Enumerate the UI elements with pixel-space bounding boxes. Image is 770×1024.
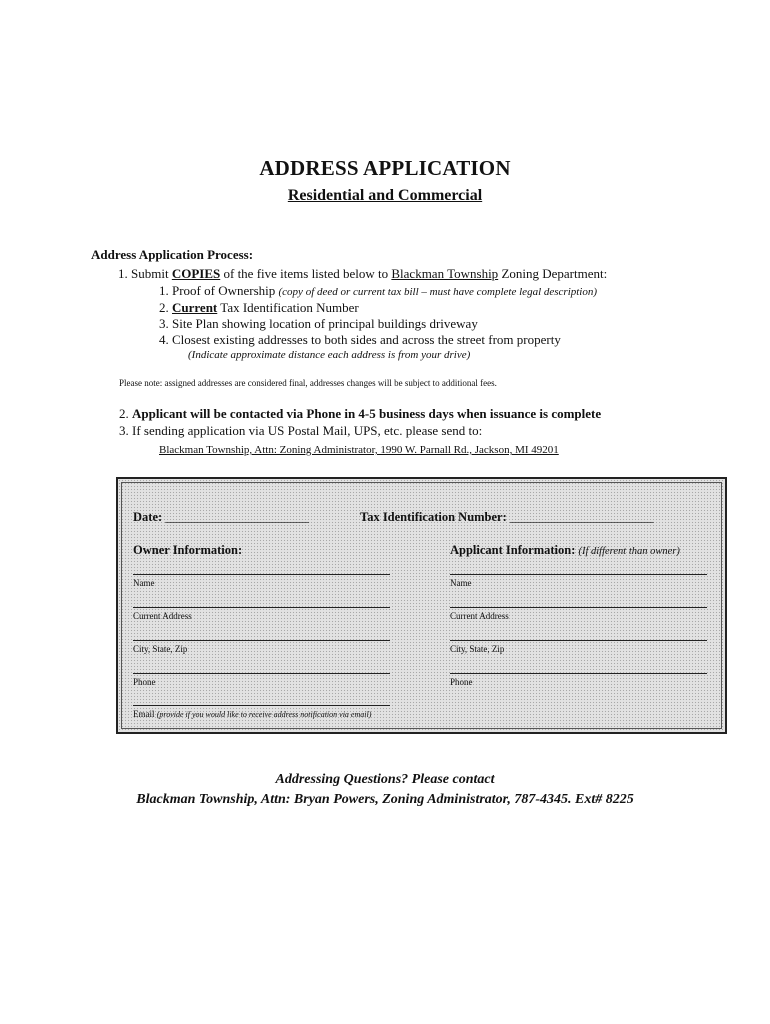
step-3-number: 3. <box>119 423 129 438</box>
list-item-text: Proof of Ownership <box>172 283 276 298</box>
tax-id-blank-line[interactable]: _______________________ <box>509 510 654 524</box>
step-1-mid: of the five items listed below to <box>223 266 389 281</box>
applicant-name-line[interactable] <box>450 574 707 575</box>
process-heading: Address Application Process: <box>91 247 254 262</box>
date-label: Date: <box>133 510 163 524</box>
tax-id-field[interactable] <box>360 510 654 525</box>
owner-city-line[interactable] <box>133 640 390 641</box>
form-inner-border <box>121 482 722 729</box>
page-subtitle: Residential and Commercial <box>287 187 483 204</box>
step-2-number: 2. <box>119 406 129 421</box>
owner-info-heading: Owner Information: <box>133 543 243 557</box>
applicant-name-label: Name <box>450 578 472 588</box>
list-item-note: (copy of deed or current tax bill – must have complete legal description) <box>278 286 598 298</box>
list-item <box>159 332 561 348</box>
step-1-number: 1. <box>118 266 128 281</box>
owner-city-label: City, State, Zip <box>133 644 188 654</box>
applicant-heading-label: Applicant Information: <box>450 543 576 557</box>
list-item-number: 4. <box>159 332 169 347</box>
step-1-post: Zoning Department: <box>501 266 608 281</box>
applicant-city-line[interactable] <box>450 640 707 641</box>
list-item-number: 2. <box>159 300 169 315</box>
owner-name-label: Name <box>133 578 155 588</box>
applicant-address-label: Current Address <box>450 611 509 621</box>
list-item-text: Site Plan showing location of principal buildings driveway <box>172 316 478 331</box>
step-3-text: If sending application via US Postal Mail, UPS, etc. please send to: <box>132 423 483 438</box>
township-name: Blackman Township <box>391 266 499 281</box>
copies-emphasis: COPIES <box>171 266 221 281</box>
owner-phone-label: Phone <box>133 677 156 687</box>
step-1 <box>118 266 607 282</box>
email-note: (provide if you would like to receive address notification via email) <box>156 710 372 719</box>
applicant-phone-label: Phone <box>450 677 473 687</box>
step-3 <box>119 423 482 439</box>
contact-line-1: Addressing Questions? Please contact <box>275 772 495 787</box>
please-note: Please note: assigned addresses are considered final, addresses changes will be subject to additional fees. <box>119 378 497 388</box>
list-item <box>159 300 359 316</box>
current-emphasis: Current <box>172 300 218 315</box>
applicant-info-heading <box>450 543 680 558</box>
list-item-text: Tax Identification Number <box>220 300 359 315</box>
applicant-address-line[interactable] <box>450 607 707 608</box>
email-label: Email <box>133 709 155 719</box>
owner-address-label: Current Address <box>133 611 192 621</box>
indicate-note: (Indicate approximate distance each address is from your drive) <box>188 349 471 361</box>
owner-email-line[interactable] <box>133 705 390 706</box>
list-item <box>159 283 597 299</box>
applicant-phone-line[interactable] <box>450 673 707 674</box>
date-blank-line[interactable]: _______________________ <box>165 510 310 524</box>
owner-name-line[interactable] <box>133 574 390 575</box>
contact-line-2: Blackman Township, Attn: Bryan Powers, Zoning Administrator, 787-4345. Ext# 8225 <box>136 792 634 807</box>
page-title: ADDRESS APPLICATION <box>259 156 511 180</box>
owner-phone-line[interactable] <box>133 673 390 674</box>
list-item-text: Closest existing addresses to both sides and across the street from property <box>172 332 561 347</box>
step-2 <box>119 406 601 422</box>
list-item <box>159 316 478 332</box>
list-item-number: 3. <box>159 316 169 331</box>
step-2-text: Applicant will be contacted via Phone in 4-5 business days when issuance is complete <box>132 406 602 421</box>
application-form <box>116 477 727 734</box>
email-field-label <box>133 709 371 719</box>
date-field[interactable] <box>133 510 309 525</box>
applicant-note: (If different than owner) <box>578 546 680 557</box>
list-item-number: 1. <box>159 283 169 298</box>
tax-id-label: Tax Identification Number: <box>360 510 507 524</box>
step-1-pre: Submit <box>131 266 169 281</box>
mailing-address: Blackman Township, Attn: Zoning Administrator, 1990 W. Parnall Rd., Jackson, MI 49201 <box>159 444 559 456</box>
applicant-city-label: City, State, Zip <box>450 644 505 654</box>
owner-address-line[interactable] <box>133 607 390 608</box>
